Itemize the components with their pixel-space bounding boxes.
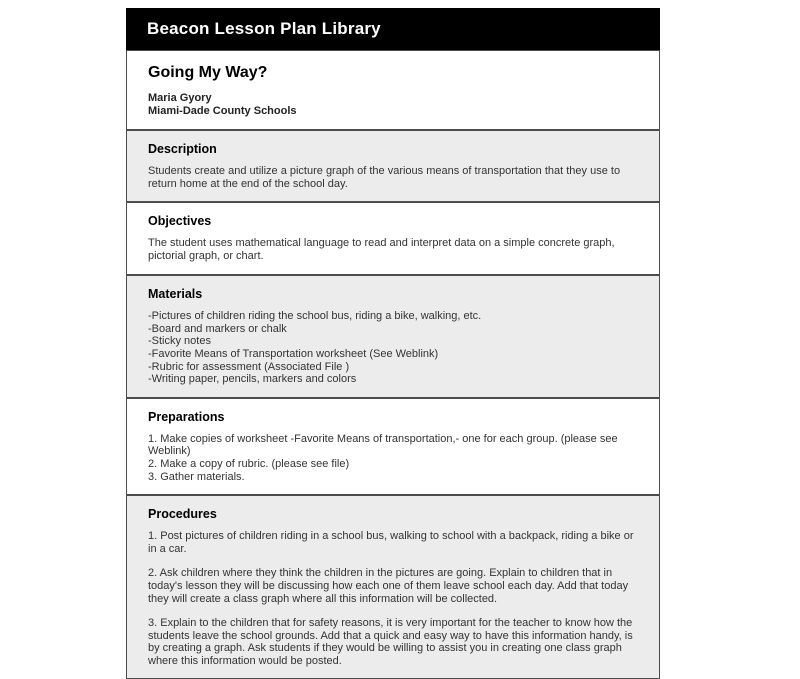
- section-preparations: [126, 398, 660, 495]
- materials-item: -Writing paper, pencils, markers and colors: [148, 373, 357, 386]
- site-banner: [126, 8, 660, 50]
- procedures-step: 2. Ask children where they think the children in the pictures are going. Explain to children that in today's lesson they will be discussing how each one of them leave school each day. Add that today they will create a class graph where all this information will be collected.: [148, 567, 629, 605]
- lesson-organization: Miami-Dade County Schools: [148, 105, 297, 117]
- materials-item: -Favorite Means of Transportation worksheet (See Weblink): [148, 347, 439, 360]
- procedures-step: 3. Explain to the children that for safety reasons, it is very important for the teacher to know how the students leave the school grounds. Add that a quick and easy way to have this information handy, is by creating a graph. Ask students if they would be willing to assist you in creating one class graph where this information would be posted.: [148, 617, 633, 667]
- site-banner-title: Beacon Lesson Plan Library: [147, 19, 381, 38]
- section-description: [126, 130, 660, 202]
- section-materials: [126, 275, 660, 398]
- section-title-block: [126, 50, 660, 130]
- section-description-heading: Description: [148, 142, 217, 156]
- lesson-plan-document: [126, 8, 660, 679]
- procedures-step: 1. Post pictures of children riding in a school bus, walking to school with a backpack, riding a bike or in a car.: [148, 530, 634, 555]
- preparations-step: 1. Make copies of worksheet -Favorite Means of transportation,- one for each group. (please see Weblink): [148, 432, 618, 458]
- materials-item: -Sticky notes: [148, 335, 211, 348]
- materials-item: -Pictures of children riding the school bus, riding a bike, walking, etc.: [148, 310, 482, 323]
- section-procedures: [126, 495, 660, 679]
- section-procedures-heading: Procedures: [148, 507, 217, 522]
- section-preparations-heading: Preparations: [148, 409, 225, 424]
- section-objectives-heading: Objectives: [148, 214, 212, 229]
- section-objectives: [126, 202, 660, 275]
- lesson-title: Going My Way?: [148, 64, 268, 81]
- section-materials-heading: Materials: [148, 287, 203, 302]
- lesson-author: Maria Gyory: [148, 92, 212, 104]
- materials-item: -Rubric for assessment (Associated File ): [148, 360, 350, 373]
- preparations-step: 2. Make a copy of rubric. (please see file): [148, 457, 350, 470]
- materials-item: -Board and markers or chalk: [148, 322, 287, 335]
- section-description-text: Students create and utilize a picture graph of the various means of transportation that they use to return home at the end of the school day.: [148, 165, 621, 190]
- section-objectives-text: The student uses mathematical language to read and interpret data on a simple concrete graph, pictorial graph, or chart.: [148, 237, 615, 262]
- preparations-step: 3. Gather materials.: [148, 470, 245, 483]
